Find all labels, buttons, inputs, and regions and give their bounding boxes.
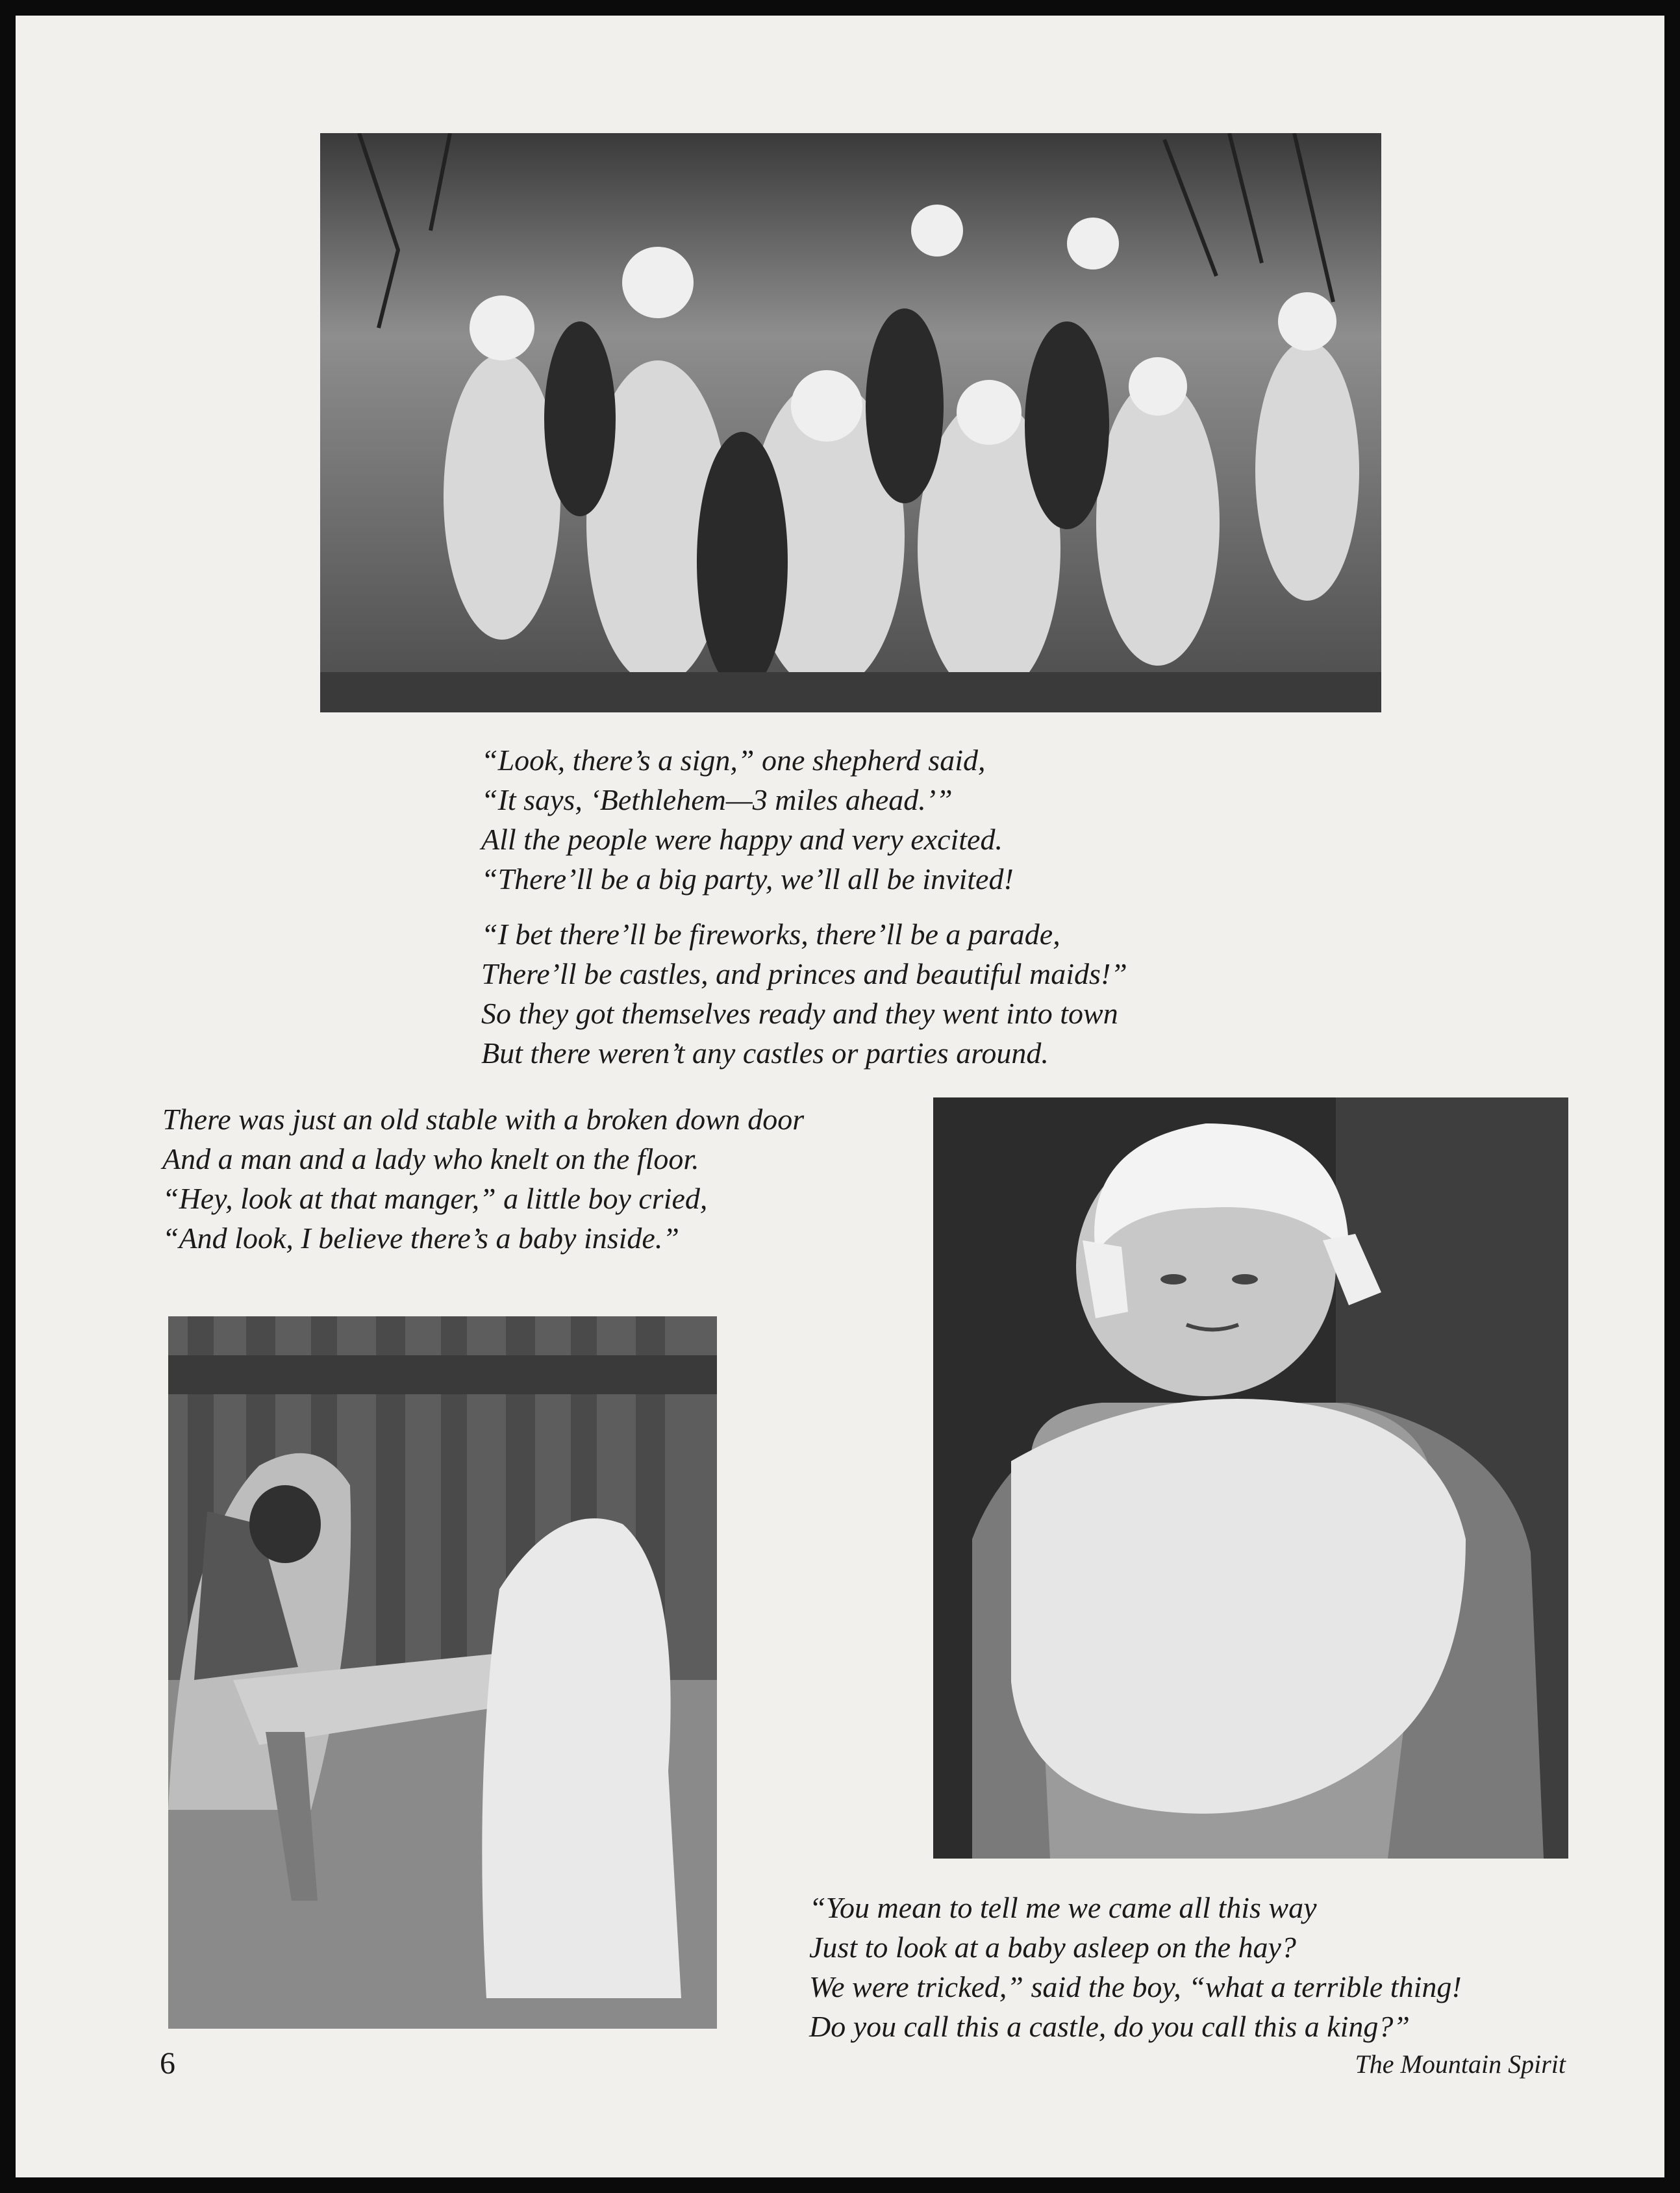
verse-line: And a man and a lady who knelt on the floor. xyxy=(162,1142,699,1175)
verse-line: We were tricked,” said the boy, “what a terrible thing! xyxy=(809,1970,1462,2003)
verse-middle xyxy=(162,1099,804,1258)
verse-line: “Look, there’s a sign,” one shepherd said, xyxy=(481,744,986,777)
verse-top xyxy=(481,740,1127,1073)
verse-line: Do you call this a castle, do you call this a king?” xyxy=(809,2010,1410,2043)
page-number: 6 xyxy=(160,2046,175,2081)
verse-bottom xyxy=(809,1888,1462,2046)
verse-line: There’ll be castles, and princes and beautiful maids!” xyxy=(481,957,1127,990)
verse-line: “I bet there’ll be fireworks, there’ll be a parade, xyxy=(481,918,1060,951)
verse-line: All the people were happy and very excited. xyxy=(481,823,1003,856)
verse-line: There was just an old stable with a broken down door xyxy=(162,1103,805,1136)
verse-line: “You mean to tell me we came all this way xyxy=(809,1891,1317,1924)
nativity-photo xyxy=(168,1316,717,2029)
verse-line: “Hey, look at that manger,” a little boy cried, xyxy=(162,1182,708,1215)
child-with-fleece-photo xyxy=(933,1097,1568,1859)
verse-line: “There’ll be a big party, we’ll all be invited! xyxy=(481,862,1014,896)
verse-line: Just to look at a baby asleep on the hay? xyxy=(809,1931,1296,1964)
verse-line: “It says, ‘Bethlehem—3 miles ahead.’” xyxy=(481,783,953,816)
verse-line: So they got themselves ready and they went into town xyxy=(481,997,1118,1030)
children-cheering-photo xyxy=(320,133,1381,712)
verse-line: But there weren’t any castles or parties around. xyxy=(481,1036,1049,1070)
verse-line: “And look, I believe there’s a baby inside.” xyxy=(162,1222,679,1255)
publication-title: The Mountain Spirit xyxy=(1355,2049,1566,2079)
